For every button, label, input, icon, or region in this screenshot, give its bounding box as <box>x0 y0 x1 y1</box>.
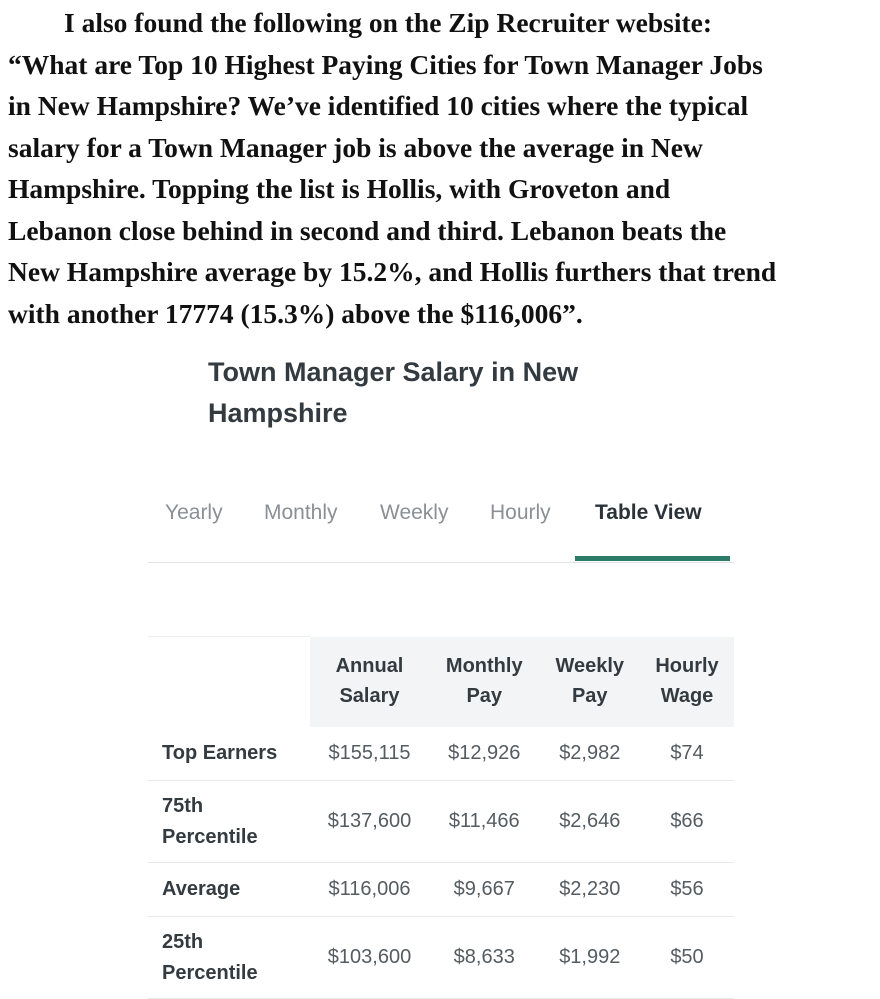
intro-line: I also found the following on the Zip Recruiter website: <box>64 7 713 38</box>
intro-line: New Hampshire average by 15.2%, and Hollis furthers that trend <box>8 256 777 287</box>
cell-annual-salary: $155,115 <box>310 727 429 781</box>
cell-monthly-pay: $9,667 <box>429 863 540 917</box>
intro-paragraph <box>8 2 880 334</box>
row-label: 75th Percentile <box>148 781 310 863</box>
salary-table <box>148 636 734 999</box>
tab-hourly[interactable]: Hourly <box>490 501 551 524</box>
cell-weekly-pay: $1,992 <box>540 917 640 999</box>
cell-monthly-pay: $8,633 <box>429 917 540 999</box>
cell-hourly-wage: $74 <box>640 727 734 781</box>
table-row <box>148 781 734 863</box>
intro-line: Lebanon close behind in second and third. Lebanon beats the <box>8 214 727 246</box>
column-header-hourly-wage: Hourly Wage <box>640 637 734 727</box>
table-row <box>148 863 734 917</box>
view-tabs <box>148 494 734 563</box>
table-header-row <box>148 637 734 727</box>
cell-weekly-pay: $2,230 <box>540 863 640 917</box>
cell-weekly-pay: $2,646 <box>540 781 640 863</box>
intro-line: salary for a Town Manager job is above the average in New <box>8 131 703 163</box>
column-header-weekly-pay: Weekly Pay <box>540 637 640 727</box>
table-row <box>148 917 734 999</box>
intro-line: Hampshire. Topping the list is Hollis, with Groveton and <box>8 173 671 204</box>
table-row <box>148 727 734 781</box>
page-title-line: Town Manager Salary in New <box>208 357 579 387</box>
active-tab-indicator <box>575 556 730 561</box>
row-label: 25th Percentile <box>148 917 310 999</box>
page-title <box>208 352 728 434</box>
cell-monthly-pay: $12,926 <box>429 727 540 781</box>
cell-annual-salary: $103,600 <box>310 917 429 999</box>
intro-line: “What are Top 10 Highest Paying Cities for Town Manager Jobs <box>8 48 763 80</box>
tab-yearly[interactable]: Yearly <box>165 501 223 524</box>
cell-hourly-wage: $50 <box>640 917 734 999</box>
cell-hourly-wage: $66 <box>640 781 734 863</box>
table-corner-cell <box>148 637 310 727</box>
row-label: Average <box>148 863 310 917</box>
cell-monthly-pay: $11,466 <box>429 781 540 863</box>
tab-weekly[interactable]: Weekly <box>380 501 449 524</box>
cell-annual-salary: $116,006 <box>310 863 429 917</box>
column-header-monthly-pay: Monthly Pay <box>429 637 540 727</box>
cell-weekly-pay: $2,982 <box>540 727 640 781</box>
page-title-line: Hampshire <box>208 398 348 428</box>
cell-hourly-wage: $56 <box>640 863 734 917</box>
column-header-annual-salary: Annual Salary <box>310 637 429 727</box>
cell-annual-salary: $137,600 <box>310 781 429 863</box>
intro-line: in New Hampshire? We’ve identified 10 cities where the typical <box>8 90 749 121</box>
row-label: Top Earners <box>148 727 310 781</box>
tab-monthly[interactable]: Monthly <box>264 501 338 524</box>
tab-table-view[interactable]: Table View <box>595 501 702 524</box>
intro-line: with another 17774 (15.3%) above the $116,006”. <box>8 297 583 329</box>
